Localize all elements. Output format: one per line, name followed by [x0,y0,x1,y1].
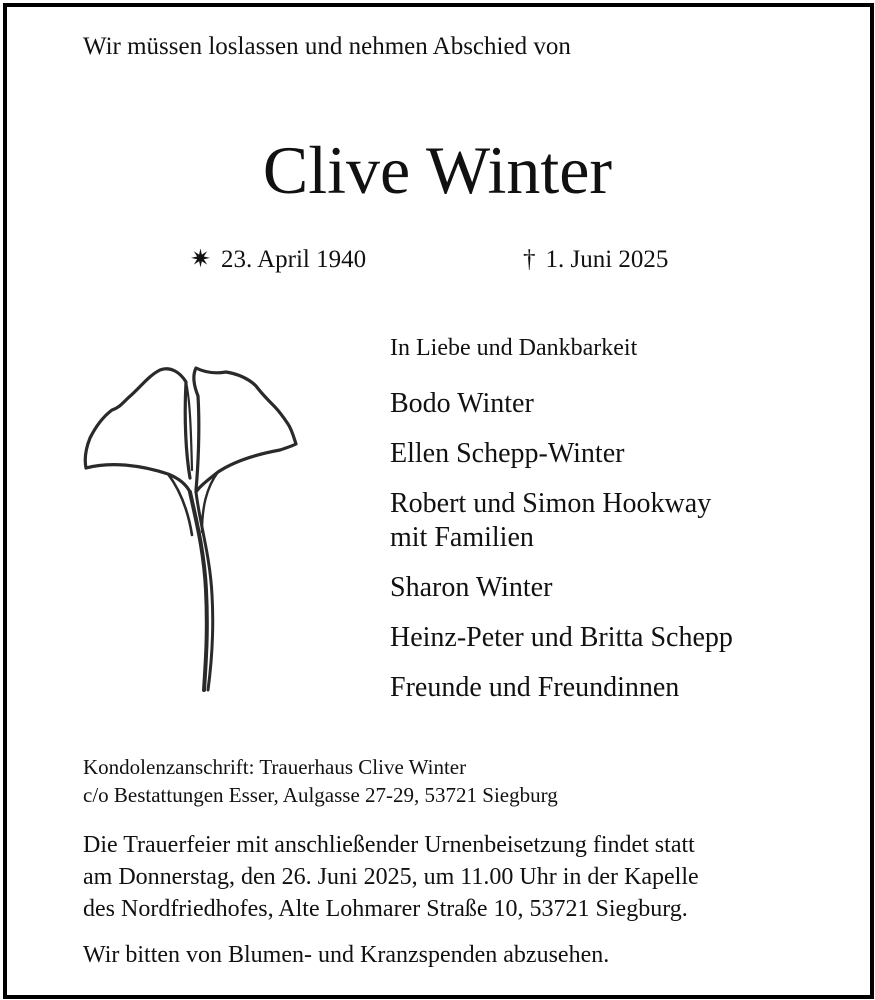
mourner-line: Heinz-Peter und Britta Schepp [390,622,733,653]
mourner-entry [390,571,733,605]
mourner-entry [390,437,733,471]
mourner-line: Sharon Winter [390,572,553,603]
ceremony-line: Die Trauerfeier mit anschließender Urnenbeisetzung findet statt [83,832,695,858]
mourner-line: Bodo Winter [390,388,534,419]
ceremony-info [83,829,699,925]
condolence-line: Kondolenzanschrift: Trauerhaus Clive Winter [83,755,467,779]
deceased-name: Clive Winter [262,132,613,208]
dedication-text: In Liebe und Dankbarkeit [390,335,638,361]
intro-text: Wir müssen loslassen und nehmen Abschied von [83,33,571,60]
ginkgo-leaf-icon [78,360,308,700]
flower-request: Wir bitten von Blumen- und Kranzspenden abzusehen. [83,942,610,968]
birth-date [190,244,366,276]
condolence-address [83,753,558,809]
mourner-line: Ellen Schepp-Winter [390,438,625,469]
condolence-line: c/o Bestattungen Esser, Aulgasse 27-29, 53721 Siegburg [83,783,558,807]
cross-icon: † [523,246,536,273]
mourner-entry [390,621,733,655]
ceremony-line: des Nordfriedhofes, Alte Lohmarer Straße 10, 53721 Siegburg. [83,896,688,922]
mourner-entry [390,387,733,421]
mourners-block [390,333,733,721]
mourner-line: Robert und Simon Hookway [390,488,712,519]
ceremony-line: am Donnerstag, den 26. Juni 2025, um 11.00 Uhr in der Kapelle [83,864,699,890]
death-date [523,244,668,276]
mourner-entry [390,487,733,555]
star-icon: ✷ [190,246,211,273]
mourner-entry [390,671,733,705]
mourner-line: Freunde und Freundinnen [390,672,680,703]
mourner-line: mit Familien [390,522,534,553]
death-date-text: 1. Juni 2025 [545,246,669,273]
birth-date-text: 23. April 1940 [220,246,367,273]
